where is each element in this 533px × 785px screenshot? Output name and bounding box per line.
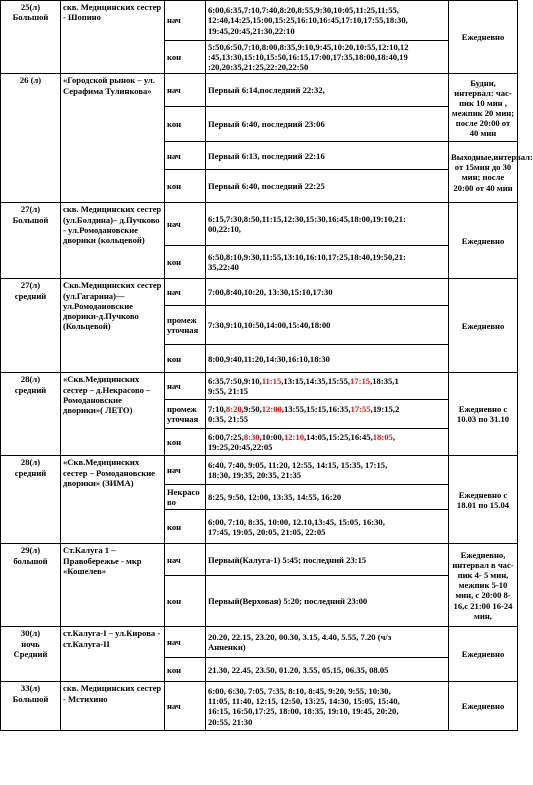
- departure-times: [206, 658, 449, 682]
- time-text: 6:40, 7:40, 9:05, 11:20, 12:55, 14:15, 15:35, 17:15, 18:30, 19:35, 20:35, 21:35: [208, 460, 388, 481]
- route-number: 33(л) Большой: [1, 682, 61, 731]
- time-text: 6:00, 7:10, 8:35, 10:00, 12.10,13:45, 15:05, 16:30, 17:45, 19:05, 20:05, 21:05, 22:05: [208, 516, 385, 537]
- time-text: ,19:15,2 0:35, 21:55: [208, 404, 400, 425]
- departure-times: [206, 627, 449, 658]
- highlighted-time: 12:00: [261, 404, 282, 415]
- table-row: [1, 373, 518, 400]
- time-text: ,10:00,: [259, 432, 284, 443]
- route-number: 26 (л): [1, 74, 61, 203]
- time-text: 6:00, 6:30, 7:05, 7:35, 8:10, 8:45, 9:20, 9:55, 10:30, 11:05, 11:40, 12:15, 12:50, 13:25, 14:30, 15:05, 15:40, 16:15, 16:50,17:25, 18:00, 18:35, 19:10, 19:45, 20:20, 20:55, 21:30: [208, 686, 400, 727]
- time-text: 7:10,: [208, 404, 226, 415]
- stop-type: промеж уточная: [165, 306, 206, 345]
- departure-times: [206, 400, 449, 429]
- schedule-note: Ежедневно с 18.01 по 15.04: [449, 456, 518, 544]
- time-text: ,13:15,14:35,15:55,: [281, 376, 351, 387]
- time-text: 7:00,8:40,10:20, 13:30,15:10,17:30: [208, 287, 333, 298]
- stop-type: нач: [165, 627, 206, 658]
- highlighted-time: 8:20: [225, 404, 242, 415]
- schedule-note: Будни, интервал: час-пик 10 мин , межпик 20 мин; после 20:00 от 40 мин: [449, 74, 518, 142]
- time-text: 8:25, 9:50, 12:00, 13:35, 14:55, 16:20: [208, 492, 342, 503]
- departure-times: [206, 1, 449, 41]
- stop-type: нач: [165, 373, 206, 400]
- route-name: Скв.Медицинских сестер (ул.Гагарина)—ул.Ромодановские дворики-д.Пучково (Кольцевой): [61, 279, 165, 373]
- stop-type: кон: [165, 246, 206, 279]
- stop-type: кон: [165, 107, 206, 142]
- schedule-body: [1, 1, 533, 731]
- route-name: Ст.Калуга 1 – Правобережье - мкр «Кошелев»: [61, 544, 165, 627]
- schedule-note: Ежедневно: [449, 203, 518, 279]
- schedule-note: Ежедневно: [449, 682, 518, 731]
- table-row: [1, 74, 518, 107]
- stop-type: нач: [165, 456, 206, 485]
- departure-times: [206, 485, 449, 510]
- time-text: 6:35,7:50,9:10,: [208, 376, 262, 387]
- route-name: «Городской рынок – ул. Серафима Тулинкова»: [61, 74, 165, 203]
- route-number: 29(л) большой: [1, 544, 61, 627]
- route-name: «Скв.Медицинских сестер – д.Некрасово – Ромодановские дворики»( ЛЕТО): [61, 373, 165, 456]
- time-text: 21.30, 22.45, 23.50, 01.20, 3.55, 05.15, 06.35, 08.05: [208, 664, 389, 675]
- stop-type: нач: [165, 74, 206, 107]
- stop-type: кон: [165, 429, 206, 456]
- departure-times: [206, 429, 449, 456]
- departure-times: [206, 456, 449, 485]
- table-row: [1, 1, 518, 41]
- schedule-note: Ежедневно: [449, 279, 518, 373]
- departure-times: [206, 246, 449, 279]
- route-number: 28(л) средний: [1, 456, 61, 544]
- time-text: Первый 6:40, последний 23:06: [208, 119, 325, 130]
- stop-type: нач: [165, 279, 206, 306]
- time-text: ,13:55,15:15,16:35,: [281, 404, 351, 415]
- departure-times: [206, 544, 449, 576]
- time-text: 6:15,7:30,8:50,11:15,12:30,15:30,16:45,18:00,19:10,21: 00,22:10,: [208, 214, 406, 235]
- time-text: 6:50,8:10,9:30,11:55,13:10,16:10,17:25,18:40,19:50,21: 35,22:40: [208, 252, 406, 273]
- stop-type: промеж уточная: [165, 400, 206, 429]
- table-row: [1, 203, 518, 246]
- route-name: «Скв.Медицинских сестер – Ромодановские дворики» (ЗИМА): [61, 456, 165, 544]
- table-row: [1, 456, 518, 485]
- stop-type: кон: [165, 658, 206, 682]
- time-text: 7:30,9:10,10:50,14:00,15:40,18:00: [208, 320, 331, 331]
- departure-times: [206, 41, 449, 74]
- stop-type: кон: [165, 41, 206, 74]
- time-text: 8:00,9:40,11:20,14:30,16:10,18:30: [208, 353, 330, 364]
- time-text: 5:50,6:50,7:10,8:00,8:35,9:10,9:45,10:20,10:55,12:10,12 :45,13:30,15:10,15:50,16:15,17:00,17:35,18:00,18:40,19 :20,20:35,21:25,22:20,22:50: [208, 42, 409, 73]
- schedule-note: Ежедневно, интервал в час-пик 4- 5 мин, межпик 5-10 мин, с 20:00 8-16,с 21:00 16-24 мин,: [449, 544, 518, 627]
- highlighted-time: 17:55: [350, 404, 371, 415]
- highlighted-time: 17:15: [350, 376, 371, 387]
- stop-type: кон: [165, 170, 206, 203]
- stop-type: нач: [165, 544, 206, 576]
- time-text: 6:00,6:35,7:10,7:40,8:20,8:55,9:30,10:05,11:25,11:55, 12:40,14:25,15:00,15:25,16:10,16:45,17:10,17:55,18:30, 19:45,20:45,21:30,22:10: [208, 5, 408, 36]
- table-row: [1, 627, 518, 658]
- route-name: скв. Медицинских сестер (ул.Болдина)– д.Пучково - ул.Ромодановские дворики (кольцевой): [61, 203, 165, 279]
- highlighted-time: 18:05: [372, 432, 393, 443]
- departure-times: [206, 142, 449, 170]
- schedule-note: Ежедневно: [449, 1, 518, 74]
- departure-times: [206, 510, 449, 544]
- time-text: ,14:05,15:25,16:45,: [304, 432, 373, 443]
- time-text: Первый 6:40, последний 22:25: [208, 181, 325, 192]
- departure-times: [206, 107, 449, 142]
- highlighted-time: 12:10: [283, 432, 304, 443]
- departure-times: [206, 279, 449, 306]
- highlighted-time: 11:15: [261, 376, 282, 387]
- route-name: скв. Медицинских сестер - Мстихино: [61, 682, 165, 731]
- table-row: [1, 544, 518, 576]
- departure-times: [206, 682, 449, 731]
- stop-type: Некрасо во: [165, 485, 206, 510]
- stop-type: нач: [165, 203, 206, 246]
- time-text: Первый 6:14,последний 22:32,: [208, 85, 325, 96]
- time-text: Первый(Верховая) 5:20; последний 23:00: [208, 596, 368, 607]
- time-text: 6:00,7:25,: [208, 432, 244, 443]
- table-row: [1, 279, 518, 306]
- route-name: ст.Калуга-I – ул.Кирова - ст.Калуга-II: [61, 627, 165, 682]
- departure-times: [206, 170, 449, 203]
- schedule-note: Ежедневно: [449, 627, 518, 682]
- table-row: [1, 682, 518, 731]
- stop-type: нач: [165, 682, 206, 731]
- stop-type: нач: [165, 142, 206, 170]
- time-text: Первый 6:13, последний 22:16: [208, 150, 325, 161]
- highlighted-time: 8:30: [243, 432, 260, 443]
- route-number: 28(л) средний: [1, 373, 61, 456]
- stop-type: нач: [165, 1, 206, 41]
- stop-type: кон: [165, 510, 206, 544]
- departure-times: [206, 373, 449, 400]
- schedule-note: Ежедневно с 10.03 по 31.10: [449, 373, 518, 456]
- departure-times: [206, 576, 449, 627]
- time-text: ,18:35,1 9:55, 21:15: [208, 376, 399, 397]
- schedule-note: Выходные,интервал: от 15мин до 30 мин; после 20:00 от 40 мин: [449, 142, 518, 203]
- departure-times: [206, 203, 449, 246]
- route-number: 27(л) Большой: [1, 203, 61, 279]
- time-text: ,9:50,: [241, 404, 262, 415]
- time-text: Первый(Калуга-1) 5:45; последний 23:15: [208, 554, 367, 565]
- route-name: скв. Медицинских сестер - Шопино: [61, 1, 165, 74]
- time-text: 20.20, 22.15, 23.20, 00.30, 3.15, 4.40, 5.55, 7.20 (ч/з Анненки): [208, 632, 392, 653]
- route-number: 30(л) ночь Средний: [1, 627, 61, 682]
- departure-times: [206, 74, 449, 107]
- stop-type: кон: [165, 576, 206, 627]
- departure-times: [206, 345, 449, 373]
- stop-type: кон: [165, 345, 206, 373]
- route-number: 25(л) Большой: [1, 1, 61, 74]
- route-number: 27(л) средний: [1, 279, 61, 373]
- time-text: , 19:25,20:45,22:05: [208, 432, 395, 453]
- departure-times: [206, 306, 449, 345]
